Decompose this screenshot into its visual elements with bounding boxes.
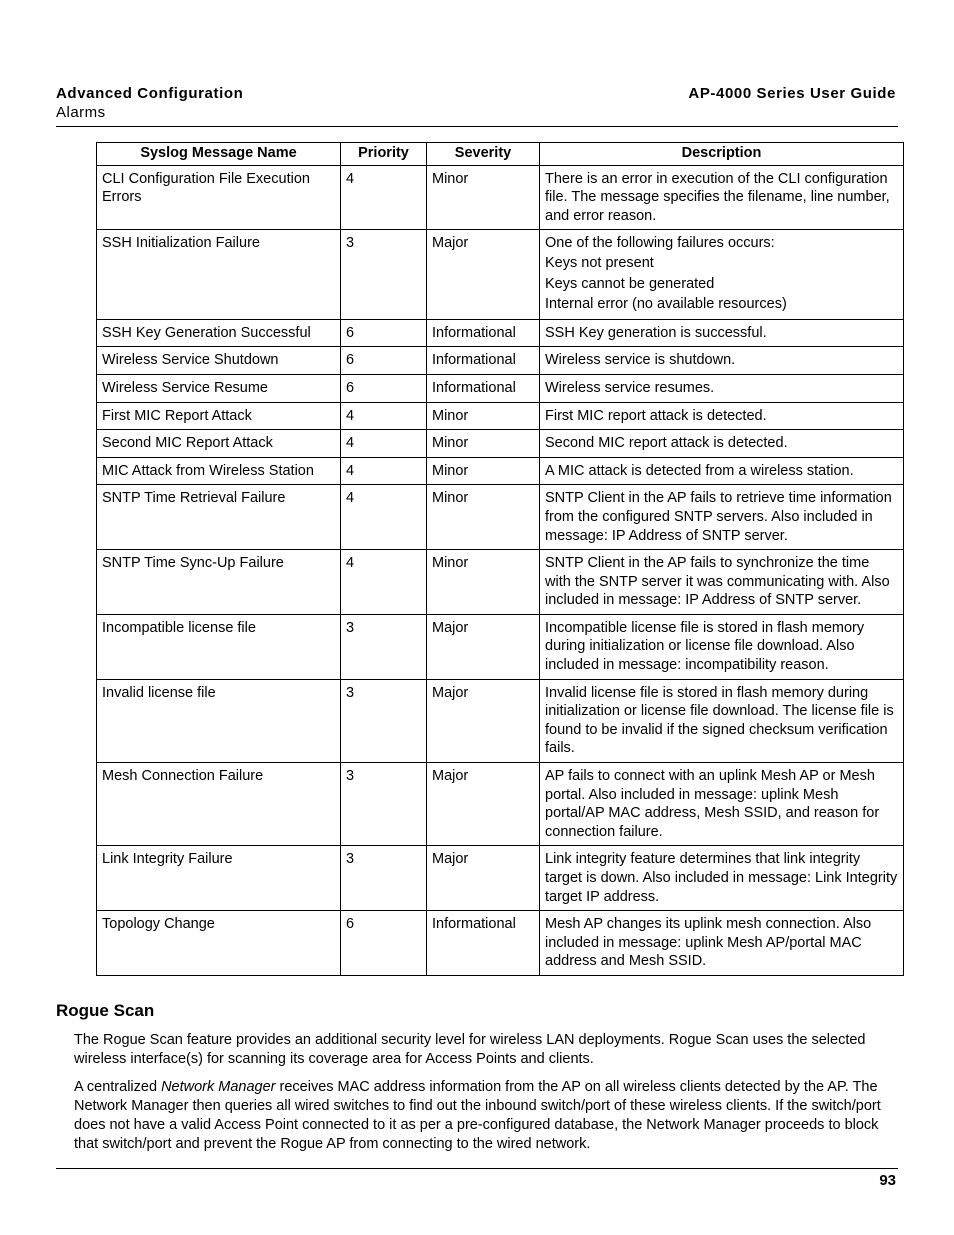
footer-divider <box>56 1168 898 1169</box>
description-line: SSH Key generation is successful. <box>545 324 767 341</box>
table-row <box>97 319 904 347</box>
description-line: Keys not present <box>545 255 654 272</box>
description-line: Wireless service resumes. <box>545 379 715 396</box>
description-line: Incompatible license file is stored in flash memory during initialization or license file download. Also included in message: incompatibility reason. <box>545 619 865 674</box>
column-header-severity: Severity <box>427 143 540 166</box>
message-name-cell: Topology Change <box>97 911 341 976</box>
severity-cell: Minor <box>427 165 540 230</box>
paragraph-2-prefix: A centralized <box>74 1079 162 1095</box>
message-name-cell: CLI Configuration File Execution Errors <box>97 165 341 230</box>
table-body <box>97 165 904 975</box>
table-row <box>97 230 904 319</box>
table-row <box>97 846 904 911</box>
message-name-cell: SSH Initialization Failure <box>97 230 341 319</box>
rogue-scan-paragraph-2 <box>74 1078 902 1154</box>
severity-cell: Major <box>427 614 540 679</box>
message-name-cell: Mesh Connection Failure <box>97 763 341 846</box>
priority-cell: 4 <box>341 485 427 550</box>
message-name-cell: Wireless Service Shutdown <box>97 347 341 375</box>
description-line: Mesh AP changes its uplink mesh connection. Also included in message: uplink Mesh AP/portal MAC address and Mesh SSID. <box>545 916 872 970</box>
description-cell <box>540 550 904 615</box>
table-row <box>97 430 904 458</box>
description-cell <box>540 165 904 230</box>
description-cell <box>540 319 904 347</box>
table-row <box>97 485 904 550</box>
table-row <box>97 763 904 846</box>
table-row <box>97 550 904 615</box>
description-line: A MIC attack is detected from a wireless station. <box>545 462 854 479</box>
description-cell <box>540 230 904 319</box>
message-name-cell: Wireless Service Resume <box>97 374 341 402</box>
description-line: AP fails to connect with an uplink Mesh AP or Mesh portal. Also included in message: uplink Mesh portal/AP MAC address, Mesh SSID, and reason for connection failure. <box>545 768 880 840</box>
table-row <box>97 347 904 375</box>
priority-cell: 3 <box>341 846 427 911</box>
table-row <box>97 374 904 402</box>
table-row <box>97 911 904 976</box>
description-cell <box>540 679 904 762</box>
table-row <box>97 679 904 762</box>
description-cell <box>540 614 904 679</box>
message-name-cell: First MIC Report Attack <box>97 402 341 430</box>
description-line: First MIC report attack is detected. <box>545 407 767 424</box>
message-name-cell: Invalid license file <box>97 679 341 762</box>
table-header-row <box>97 143 904 166</box>
description-cell <box>540 485 904 550</box>
message-name-cell: SSH Key Generation Successful <box>97 319 341 347</box>
description-cell <box>540 763 904 846</box>
chapter-title: Advanced Configuration <box>56 85 244 102</box>
rogue-scan-paragraph-1: The Rogue Scan feature provides an additional security level for wireless LAN deployments. Rogue Scan uses the selected wireless interface(s) for scanning its coverage area for Access Points and clients. <box>74 1032 866 1067</box>
description-line: Invalid license file is stored in flash memory during initialization or license file download. The license file is found to be invalid if the signed checksum verification fails. <box>545 684 894 757</box>
priority-cell: 4 <box>341 165 427 230</box>
column-header-name: Syslog Message Name <box>97 143 341 166</box>
severity-cell: Minor <box>427 430 540 458</box>
table-row <box>97 614 904 679</box>
table-row <box>97 402 904 430</box>
description-line: One of the following failures occurs: <box>545 235 775 252</box>
network-manager-term: Network Manager <box>161 1079 276 1095</box>
description-cell <box>540 402 904 430</box>
message-name-cell: MIC Attack from Wireless Station <box>97 457 341 485</box>
message-name-cell: SNTP Time Sync-Up Failure <box>97 550 341 615</box>
paragraph-2-suffix: receives MAC address information from the AP on all wireless clients detected by the AP. The Network Manager then queries all wired switches to find out the inbound switch/port of these wireless clients. If the switch/port does not have a valid Access Point connected to it as per a pre-configured database, the Network Manager proceeds to block that switch/port and prevent the Rogue AP from connecting to the wired network. <box>74 1079 881 1152</box>
priority-cell: 6 <box>341 347 427 375</box>
guide-title: AP-4000 Series User Guide <box>688 85 896 102</box>
description-cell <box>540 457 904 485</box>
severity-cell: Major <box>427 679 540 762</box>
priority-cell: 4 <box>341 402 427 430</box>
priority-cell: 3 <box>341 679 427 762</box>
description-cell <box>540 911 904 976</box>
description-line: Wireless service is shutdown. <box>545 352 736 369</box>
message-name-cell: Link Integrity Failure <box>97 846 341 911</box>
priority-cell: 4 <box>341 550 427 615</box>
description-line: SNTP Client in the AP fails to retrieve time information from the configured SNTP servers. Also included in message: IP Address of SNTP server. <box>545 490 892 544</box>
priority-cell: 3 <box>341 763 427 846</box>
description-line: There is an error in execution of the CLI configuration file. The message specifies the filename, line number, and error reason. <box>545 170 890 224</box>
description-line: Internal error (no available resources) <box>545 295 787 312</box>
severity-cell: Major <box>427 230 540 319</box>
priority-cell: 6 <box>341 374 427 402</box>
message-name-cell: Second MIC Report Attack <box>97 430 341 458</box>
priority-cell: 4 <box>341 457 427 485</box>
column-header-description: Description <box>540 143 904 166</box>
description-line: Keys cannot be generated <box>545 275 715 292</box>
priority-cell: 3 <box>341 230 427 319</box>
description-cell <box>540 846 904 911</box>
section-subtitle: Alarms <box>56 104 106 121</box>
description-line: Link integrity feature determines that link integrity target is down. Also included in message: Link Integrity target IP address. <box>545 851 898 905</box>
priority-cell: 6 <box>341 319 427 347</box>
severity-cell: Informational <box>427 319 540 347</box>
description-line: Second MIC report attack is detected. <box>545 435 788 452</box>
severity-cell: Major <box>427 846 540 911</box>
message-name-cell: Incompatible license file <box>97 614 341 679</box>
page-number: 93 <box>879 1172 896 1189</box>
severity-cell: Informational <box>427 374 540 402</box>
severity-cell: Informational <box>427 911 540 976</box>
column-header-priority: Priority <box>341 143 427 166</box>
severity-cell: Minor <box>427 457 540 485</box>
message-name-cell: SNTP Time Retrieval Failure <box>97 485 341 550</box>
severity-cell: Major <box>427 763 540 846</box>
severity-cell: Minor <box>427 402 540 430</box>
priority-cell: 3 <box>341 614 427 679</box>
description-cell <box>540 347 904 375</box>
severity-cell: Informational <box>427 347 540 375</box>
priority-cell: 6 <box>341 911 427 976</box>
syslog-alarms-table <box>96 142 904 976</box>
description-line: SNTP Client in the AP fails to synchronize the time with the SNTP server it was communicating with. Also included in message: IP Address of SNTP server. <box>545 555 890 609</box>
header-divider <box>56 126 898 127</box>
table-row <box>97 457 904 485</box>
description-cell <box>540 430 904 458</box>
priority-cell: 4 <box>341 430 427 458</box>
description-cell <box>540 374 904 402</box>
table-row <box>97 165 904 230</box>
severity-cell: Minor <box>427 550 540 615</box>
severity-cell: Minor <box>427 485 540 550</box>
rogue-scan-heading: Rogue Scan <box>56 1001 155 1020</box>
